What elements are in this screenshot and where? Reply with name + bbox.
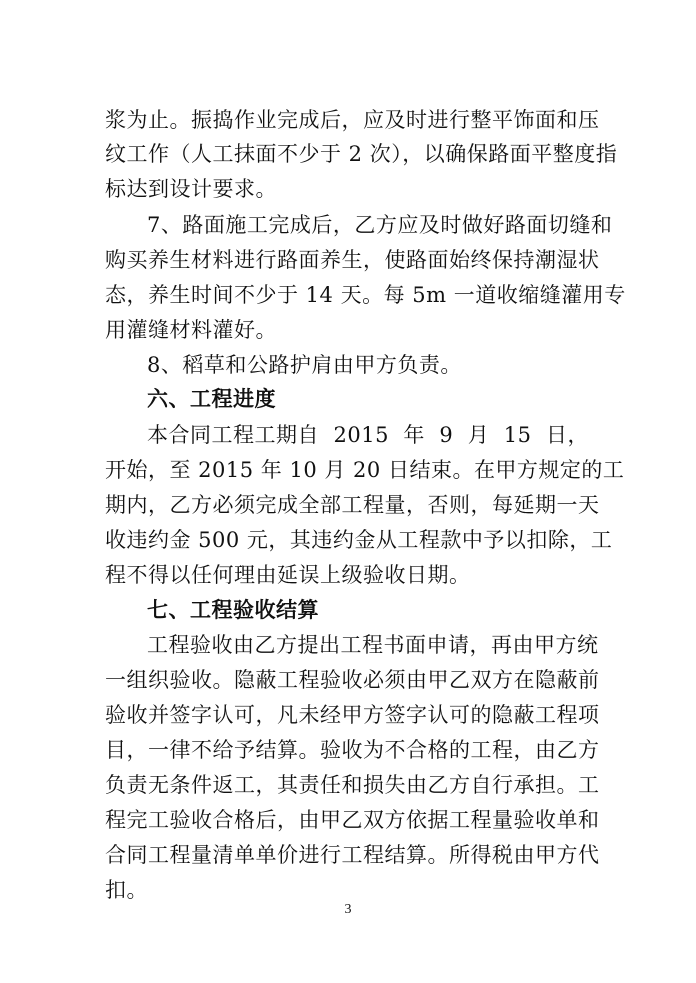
text-line: 验收并签字认可，凡未经甲方签字认可的隐蔽工程项 [105,703,600,727]
text-line: 8、稻草和公路护肩由甲方负责。 [147,353,462,377]
text-line: 程完工验收合格后，由甲乙双方依据工程量验收单和 [105,808,600,832]
text-line: 用灌缝材料灌好。 [105,318,277,342]
text-segment: 2015 [333,423,389,447]
text-line: 期内，乙方必须完成全部工程量，否则，每延期一天 [105,493,600,517]
text-line: 开始，至 2015 年 10 月 20 日结束。在甲方规定的工 [105,458,625,482]
text-line: 浆为止。振捣作业完成后，应及时进行整平饰面和压 [105,108,600,132]
text-line: 7、路面施工完成后，乙方应及时做好路面切缝和 [147,213,613,237]
text-segment: 15 [503,423,532,447]
text-line: 工程验收由乙方提出工程书面申请，再由甲方统 [147,633,599,657]
text-line: 负责无条件返工，其责任和损失由乙方自行承担。工 [105,773,600,797]
text-line: 标达到设计要求。 [105,177,277,201]
text-segment: 9 [439,423,454,447]
text-line: 购买养生材料进行路面养生，使路面始终保持潮湿状 [105,248,600,272]
text-line: 程不得以任何理由延误上级验收日期。 [105,563,471,587]
text-segment: 年 [403,423,425,447]
section-heading-text: 六、工程进度 [147,387,276,411]
text-segment: 本合同工程工期自 [147,423,319,447]
text-line: 合同工程量清单单价进行工程结算。所得税由甲方代 [105,843,600,867]
page-number: 3 [344,902,352,917]
section-heading-text: 七、工程验收结算 [147,598,319,622]
text-line: 扣。 [105,878,148,902]
text-line: 纹工作（人工抹面不少于 2 次），以确保路面平整度指 [105,142,618,166]
text-line: 目，一律不给予结算。验收为不合格的工程，由乙方 [105,738,600,762]
text-line: 一组织验收。隐蔽工程验收必须由甲乙双方在隐蔽前 [105,668,600,692]
paragraph-line-justified [147,421,589,449]
text-segment: 日， [545,423,589,447]
text-line: 态，养生时间不少于 14 天。每 5m 一道收缩缝灌用专 [105,283,626,307]
text-segment: 月 [467,423,490,447]
text-line: 收违约金 500 元，其违约金从工程款中予以扣除，工 [105,528,613,552]
